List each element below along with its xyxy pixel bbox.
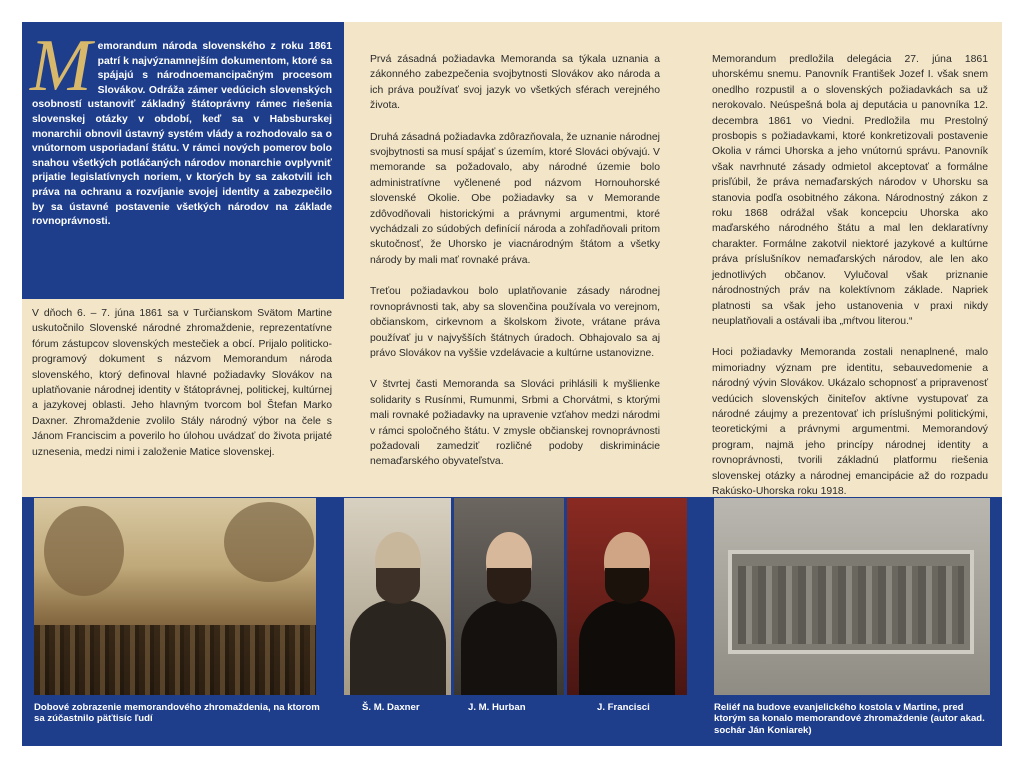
caption-daxner: Š. M. Daxner: [362, 702, 420, 713]
portrait-body: [350, 600, 446, 695]
paragraph: Druhá zásadná požiadavka zdôrazňovala, že uznanie národnej svojbytnosti sa musí spájať s územím, ktoré Slováci obývajú. V memorande sa požadovalo, aby národné územie bolo administratívne vyčlenené pod názvom Hornouhorské slovenské Okolie. Obe požiadavky sa v Memorande zdôvodňovali historickými a právnymi argumentmi, ktoré vychádzali zo súdobých definícií národa a zohľadňovali pritom skutočnosť, že Uhorsko je viacnárodným štátom a všetky národy by mali mať rovnaké práva.: [370, 131, 660, 266]
column-right: [712, 52, 988, 515]
portrait-daxner: [344, 498, 451, 695]
intro-text: [30, 25, 332, 230]
tree-shape: [224, 502, 314, 582]
portrait-hurban: [454, 498, 564, 695]
brochure-page: [22, 22, 1002, 746]
relief-photo: [714, 498, 990, 695]
gathering-illustration: [34, 498, 316, 695]
crowd-shape: [34, 625, 316, 695]
caption-francisci: J. Francisci: [597, 702, 650, 713]
paragraph: Prvá zásadná požiadavka Memoranda sa týkala uznania a zákonného zabezpečenia svojbytnosti Slovákov ako národa a ich práva používať svoj jazyk vo všetkých sférach verejného života.: [370, 54, 660, 112]
relief-panel: [728, 550, 974, 654]
portrait-beard: [487, 568, 531, 604]
paragraph: V dňoch 6. – 7. júna 1861 sa v Turčianskom Svätom Martine uskutočnilo Slovenské národné zhromaždenie, reprezentatívne fórum zástupcov slovenských mestečiek a obcí. Prijalo politicko-programový dokument s názvom Memorandum národa slovenského, ktorý definoval hlavné požiadavky Slovákov na uplatňovanie národnej identity v štátoprávnej, politickej, kultúrnej a jazykovej oblasti. Jeho hlavným tvorcom bol Štefan Marko Daxner. Zhromaždenie zvolilo Stály národný výbor na čele s Jánom Franciscim a poverilo ho úlohou uvádzať do života prijaté uznesenia, medzi nimi i založenie Matice slovenskej.: [32, 308, 332, 458]
caption-relief: Reliéf na budove evanjelického kostola v Martine, pred ktorým sa konalo memorandové zhromaždenie (autor akad. sochár Ján Koniarek): [714, 702, 985, 736]
portrait-beard: [605, 568, 649, 604]
relief-figures: [738, 566, 964, 644]
drop-cap: M: [30, 25, 92, 107]
paragraph: Treťou požiadavkou bolo uplatňovanie zásady národnej rovnoprávnosti tak, aby sa slovenčina používala vo verejnom, občianskom, cirkevnom a školskom živote, vrátane práva používať ju v najvyšších štátnych úradoch. Obhajovalo sa aj právo Slovákov na vyššie vzdelávacie a kultúrne ustanovizne.: [370, 286, 660, 359]
tree-shape: [44, 506, 124, 596]
portrait-beard: [376, 568, 420, 604]
column-left: [32, 306, 332, 476]
intro-body: emorandum národa slovenského z roku 1861 patrí k najvýznamnejším dokumentom, ktoré sa spájajú s národnoemancipačným procesom Slovákov. Odráža zámer vedúcich slovenských osobností ustanoviť základný štátoprávny rámec riešenia slovenskej otázky v období, keď sa v Habsburskej monarchii obnovil ústavný systém vlády a rozhodovalo sa o vnútornom usporiadaní štátu. V rámci nových pomerov bolo snahou všetkých potláčaných národov monarchie ovplyvniť prijatie legislatívnych noriem, v ktorých by sa zakotvili ich práva na ochranu a rozvíjanie svojej identity a zabezpečilo by sa ústavné postavenie všetkých národov na základe rovnoprávnosti.: [32, 41, 332, 228]
portrait-body: [579, 600, 675, 695]
caption-gathering: Dobové zobrazenie memorandového zhromaždenia, na ktorom sa zúčastnilo päťtisíc ľudí: [34, 702, 320, 725]
caption-hurban: J. M. Hurban: [468, 702, 526, 713]
paragraph: V štvrtej časti Memoranda sa Slováci prihlásili k myšlienke solidarity s Rusínmi, Rumunmi, Srbmi a Chorvátmi, s ktorými mali rovnaké požiadavky na upravenie vzťahov medzi národmi v rámci spoločného štátu. V zmysle občianskej rovnoprávnosti požadovali zamedziť rozličné podoby diskriminácie nemaďarského obyvateľstva.: [370, 379, 660, 468]
paragraph: Hoci požiadavky Memoranda zostali nenaplnené, malo mimoriadny význam pre identitu, sebauvedomenie a národný vývin Slovákov. Ukázalo schopnosť a pripravenosť vedúcich slovenských činiteľov aktívne vystupovať za národné záujmy a prezentovať ich príslušnými politickými, teoretickými a právnymi argumentmi. Memorandový program, najmä jeho princípy národnej identity a rovnoprávnosti, tvorili základnú platformu riešenia slovenskej otázky a národnej emancipácie až do rozpadu Rakúsko-Uhorska roku 1918.: [712, 347, 988, 497]
portrait-francisci: [567, 498, 687, 695]
paragraph: Memorandum predložila delegácia 27. júna 1861 uhorskému snemu. Panovník František Jozef I. však snem onedlho rozpustil a o slovenských požiadavkách sa už nerokovalo. Neúspešná bola aj deputácia u panovníka 12. decembra 1861 vo Viedni. Predložila mu Prestolný prosbopis s požiadavkami, ktoré konkretizovali postavenie Okolia v rámci Uhorska a jeho vnútornú správu. Panovník však navrhnuté zásady odmietol akceptovať a formálne prisľúbil, že práva nemaďarských národov v Uhorsku sa stanovia podľa osobitného zákona. Národnostný zákon z roku 1868 odrážal však koncepciu Uhorska ako maďarského národného štátu a mal len deklaratívny charakter. Formálne zakotvil niektoré jazykové a kultúrne práva príslušníkov nemaďarských národov, ale len ako jednotlivých občanov. Vylučoval však priznanie národnostných práv na kolektívnom základe. Napriek platnosti sa však jeho ustanovenia v praxi nikdy neuplatňovali a ostávali iba „mŕtvou literou.“: [712, 54, 988, 327]
portrait-body: [461, 600, 557, 695]
column-middle: [370, 52, 660, 486]
